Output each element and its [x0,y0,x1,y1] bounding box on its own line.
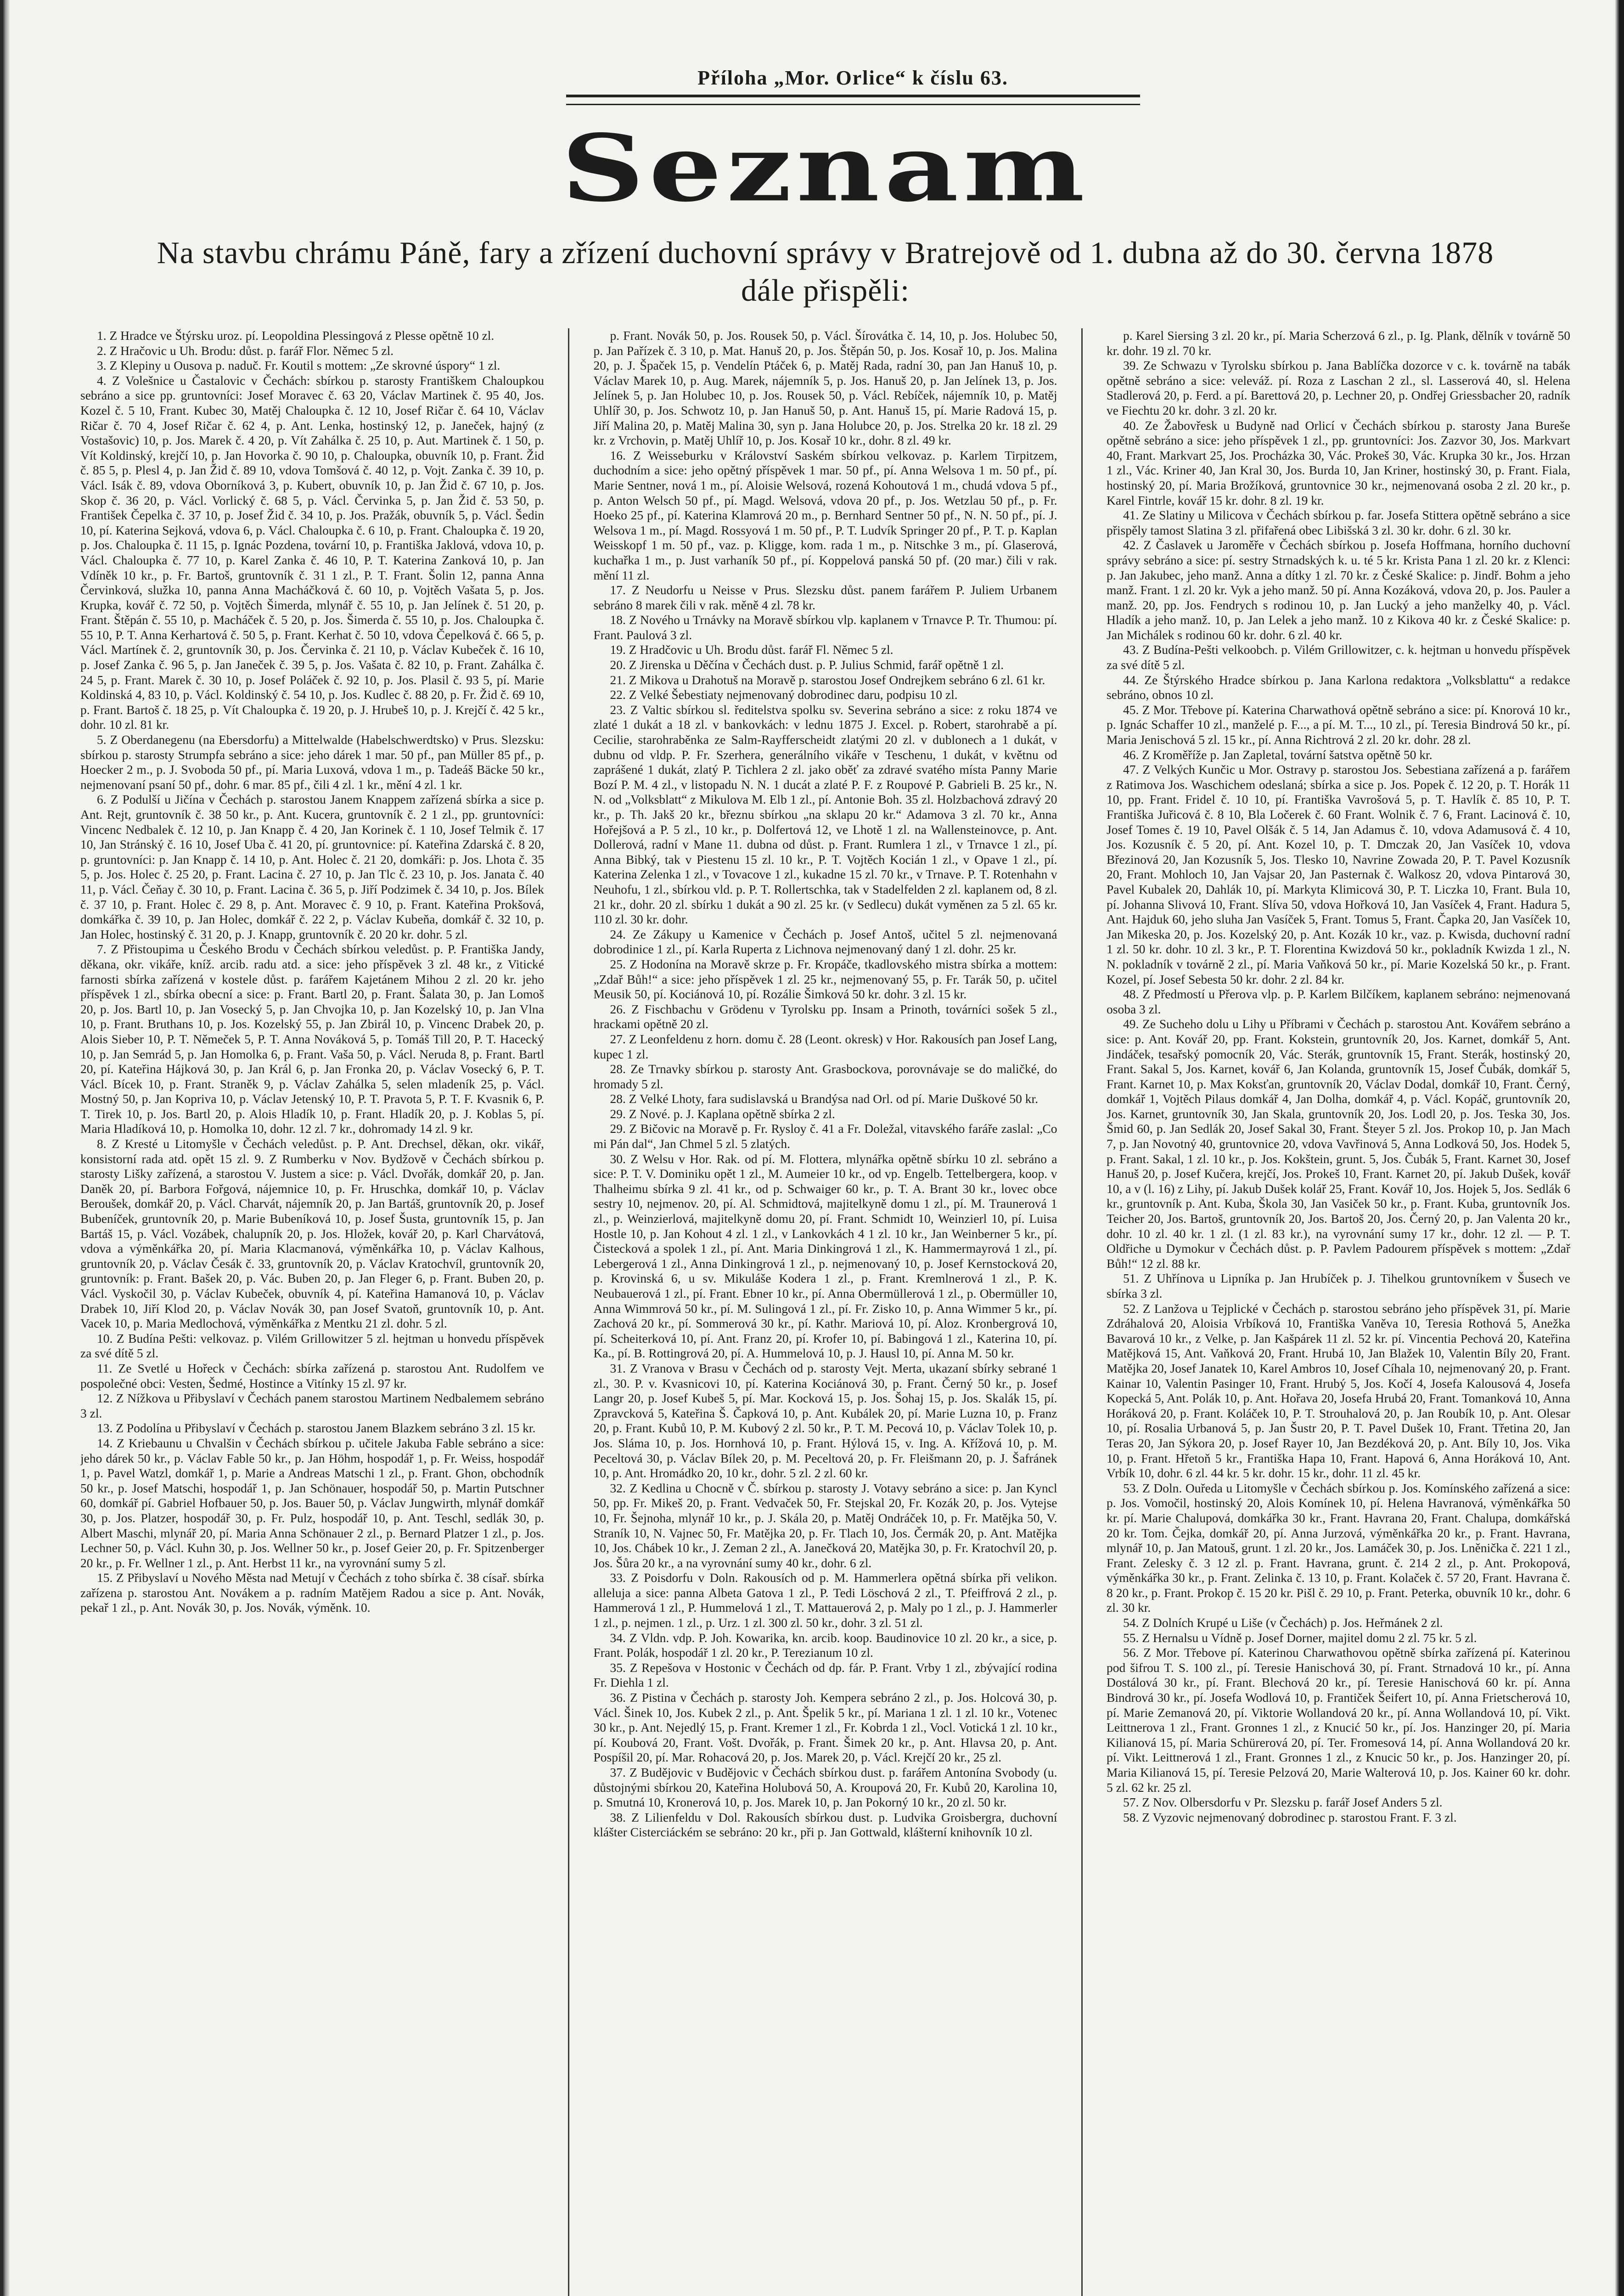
text-columns [80,328,1570,2296]
entry-paragraph: 52. Z Lanžova u Tejplické v Čechách p. starostou sebráno jeho příspěvek 31, pí. Marie Zdráhalová 20, Aloisia Vrbíková 10, Františka Vaněva 10, Teresia Rothová 5, Anežka Bavarová 10 kr., z Velke, p. Jan Kašpárek 11 zl. 52 kr. pí. Vincentia Pechová 20, Kateřina Matějková 15, Ant. Vaňková 20, Frant. Hrubá 10, Jan Blažek 10, Valentin Bíly 20, Frant. Matějka 20, Josef Janatek 10, Karel Ambros 10, Josef Cíhala 10, nejmenovaný 20, p. Frant. Kainar 10, Valentin Pasinger 10, Frant. Hrubý 5, Jos. Kočí 4, Josefa Kalousová 4, Josefa Kopecká 5, Ant. Polák 10, p. Ant. Hořava 20, Josefa Hrubá 20, Frant. Tomanková 10, Anna Horáková 20, p. Frant. Koláček 10, P. T. Strouhalová 20, p. Jan Roubík 10, p. Ant. Olesar 10, pí. Rosalia Urbanová 5, p. Jan Šustr 20, P. T. Pavel Dušek 10, Frant. Třetina 20, Jan Teras 20, Jan Sýkora 20, p. Josef Rayer 10, Jan Bezdéková 20, p. Ant. Bíly 10, Jos. Vika 10, p. Frant. Hřetoň 5 kr., Františka Hapa 10, Frant. Hapová 6, Anna Horáková 10, Ant. Vrbík 10, dohr. 6 zl. 44 kr. 5 kr. dohr. 15 kr., dohr. 11 zl. 45 kr. [1107,1301,1570,1480]
column-divider [1081,328,1083,2296]
column-1 [80,328,544,2296]
entry-paragraph: 1. Z Hradce ve Štýrsku uroz. pí. Leopoldina Plessingová z Plesse opětně 10 zl. [97,328,495,343]
entry-paragraph: 18. Z Nového u Trnávky na Moravě sbírkou vlp. kaplanem v Trnavce P. Tr. Thumou: pí. Frant. Paulová 3 zl. [593,613,1057,642]
entry-paragraph: 28. Z Velké Lhoty, fara sudislavská u Brandýsa nad Orl. od pí. Marie Duškové 50 kr. [610,1092,1039,1106]
entry-paragraph: 47. Z Velkých Kunčic u Mor. Ostravy p. starostou Jos. Sebestiana zařízená a p. farářem z Ratimova Jos. Waschichem odeslaná; sbírka a sice p. Jos. Popek č. 12 20, p. T. Horák 11 10, pp. Frant. Fridel č. 10 10, pí. Františka Vavrošová 5, p. T. Havlík č. 85 10, P. T. Františka Juřicová č. 8 10, Bla Ločerek č. 60 Frant. Wolnik č. 7 6, Frant. Lacinová č. 10, Josef Tomes č. 19 10, Pavel Olšák č. 5 14, Jan Adamus č. 10, vdova Adamusová č. 4 10, Jos. Kozusník č. 5 20, pí. Ant. Kozel 10, p. T. Dmczak 20, Jan Vasíček 10, vdova Březinová 20, Jan Kozusník 5, Jos. Tlesko 10, Navrine Zowada 20, P. T. Pavel Kozusník 20, Frant. Mohloch 10, Jan Vajsar 20, Jan Pasternak č. Walkosz 20, vdova Pintarová 30, Pavel Kubalek 20, Dahlák 10, pí. Markyta Klimicová 30, P. T. Liczka 10, Frant. Bula 10, pí. Johanna Slivová 10, Frant. Slíva 50, vdova Hořková 10, Jan Vasíček 4, Frant. Hadura 5, Ant. Hajduk 60, jeho sluha Jan Vasíček 5, Frant. Tomus 5, Frant. Čapka 20, Jan Vasíček 10, Jan Mikeska 20, p. Jos. Kozelský 20, p. Ant. Kozák 10 kr., vaz. p. Kwisda, duchovní radní 1 zl. 50 kr. dohr. 10 zl. 3 kr., P. T. Florentina Kwizdová 50 kr., pokladník Kwizda 1 zl., N. N. pokladník v továrně 2 zl., pí. Maria Vaňková 50 kr., pí. Marie Kozelská 50 kr., p. Frant. Kozel, pí. Josef Sebesta 50 kr. dohr. 2 zl. 84 kr. [1107,762,1570,986]
entry-paragraph: 22. Z Velké Šebestiaty nejmenovaný dobrodinec daru, podpisu 10 zl. [610,687,958,702]
entry-paragraph: 38. Z Lilienfeldu v Dol. Rakousích sbírkou dust. p. Ludvika Groisbergra, duchovní klášter Cisterciáckém se sebráno: 20 kr., při p. Jan Gottwald, klášterní knihovník 10 zl. [593,1810,1057,1840]
entry-paragraph: 33. Z Poisdorfu v Doln. Rakousích od p. M. Hammerlera opětná sbírka při velikon. alleluja a sice: panna Albeta Gatova 1 zl., P. Tedi Löschová 2 zl., T. Pfeiffrová 2 zl., p. Hammerová 1 zl., P. Hummelová 1 zl., T. Mattauerová 2, p. Maly po 1 zl., p. J. Hammerler 1 zl., p. nejmen. 1 zl., p. Urz. 1 zl. 300 zl. 50 kr., dohr. 3 zl. 51 zl. [593,1570,1057,1630]
entry-paragraph: 2. Z Hračovic u Uh. Brodu: důst. p. farář Flor. Němec 5 zl. [97,343,394,358]
entry-paragraph: 10. Z Budína Pešti: velkovaz. p. Vilém Grillowitzer 5 zl. hejtman u honvedu příspěvek za své dítě 5 zl. [80,1331,544,1361]
column-divider [568,328,569,2296]
entry-paragraph: 36. Z Pistina v Čechách p. starosty Joh. Kempera sebráno 2 zl., p. Jos. Holcová 30, p. Václ. Šinek 10, Jos. Kubek 2 zl., p. Ant. Špelik 5 kr., pí. Mariana 1 zl. 1 zl. 10 kr., Votenec 30 kr., p. Ant. Nejedlý 15, p. Frant. Kremer 1 zl., Fr. Kobrda 1 zl., Vocl. Votická 1 zl. 10 kr., pí. Koubová 20, Frant. Vošt. Dvořák, p. Frant. Šimek 20 kr., p. Ant. Hlavsa 20, p. Ant. Pospíšil 20, pí. Mar. Rohacová 20, p. Jos. Marek 20, p. Václ. Krejčí 20 kr., 25 zl. [593,1690,1057,1765]
entry-paragraph: 37. Z Budějovic v Budějovic v Čechách sbírkou dust. p. farářem Antonína Svobody (u. důstojnými sbírkou 20, Kateřina Holubová 50, A. Kroupová 20, Fr. Kubů 20, Karolina 10, p. Smutná 10, Kronerová 10, p. Jos. Marek 10, p. Jan Pokorný 10 kr., 20 zl. 50 kr. [593,1765,1057,1810]
entry-paragraph: 20. Z Jirenska u Děčína v Čechách dust. p. P. Julius Schmid, farář opětně 1 zl. [610,658,1004,672]
entry-paragraph: 42. Z Časlavek u Jaroměře v Čechách sbírkou p. Josefa Hoffmana, horního duchovní správy sebráno a sice: pí. sestry Strnadských k. u. té 5 kr. Krista Pana 1 zl. 20 kr. z Klenci: p. Jan Jakubec, jeho manž. Anna a dítky 1 zl. 70 kr. z České Skalice: p. Jindř. Bohm a jeho manž. Frant. 1 zl. 20 kr. Vyk a jeho manž. 50 pí. Anna Kozáková, vdova 20, p. Jos. Pauler a manž. 20, pp. Jos. Fendrych s rodinou 10, p. Jan Lucký a jeho manželky 40, p. Václ. Hladík a jeho manž. 10, p. Jan Lelek a jeho manž. 10 z Kikova 40 kr. z České Skalice: p. Jan Michálek s rodinou 60 kr. dohr. 6 zl. 40 kr. [1107,538,1570,642]
entry-paragraph: 29. Z Nové. p. J. Kaplana opětně sbírka 2 zl. [610,1106,835,1121]
header-rule [566,95,1140,105]
column-2 [594,328,1057,2296]
entry-paragraph: 30. Z Welsu v Hor. Rak. od pí. M. Flottera, mlynářka opětně sbírku 10 zl. sebráno a sice: P. T. V. Dominiku opět 1 zl., M. Aumeier 10 kr., od vp. Engelb. Tettelbergera, koop. v Thalheimu sbírka 9 zl. 41 kr., od p. Schwaiger 60 kr., p. T. A. Brant 30 kr., lovec obce sestry 10, nejmenov. 20, pí. Al. Schmidtová, majitelkyně domu 1 zl., pí. M. Traunerová 1 zl., p. Weinzierlová, majitelkyně domu 20, pí. Frant. Schmidt 10, Weinzierl 10, pí. Luisa Hostle 10, p. Jan Kohout 4 zl. 1 zl., v Lankovkách 4 1 zl. 10 kr., Jan Weinberner 5 kr., pí. Čistecková a spolek 1 zl., pí. Ant. Maria Dinkingrová 1 zl., K. Hammermayrová 1 zl., pí. Lebergerová 1 zl., Anna Dinkingrová 1 zl., p. nejmenovaný 10, p. Josef Kernstocková 20, p. Krovinská 6, u sv. Mikuláše Kodera 1 zl., p. Frant. Kremlnerová 1 zl., P. K. Neubauerová 1 zl., pí. Frant. Ebner 10 kr., pí. Anna Obermüllerová 1 zl., p. Obermüller 10, Anna Wimmrová 50 kr., pí. M. Sulingová 1 zl., pí. Fr. Zisko 10, p. Anna Wimmer 5 kr., pí. Zachová 20 kr., pí. Sommerová 30 kr., pí. Kathr. Mariová 10, pí. Aloz. Kronbergrová 10, pí. Scheiterková 10, pí. Ant. Franz 20, pí. Krofer 10, pí. Babingová 1 zl., Katerina 10, pí. Ka., pí. B. Rottingrová 20, pí. A. Hummelová 10, p. J. Hausl 10, pí. Anna M. 50 kr. [593,1151,1057,1361]
entry-paragraph: 16. Z Weisseburku v Království Saském sbírkou velkovaz. p. Karlem Tirpitzem, duchodním a sice: jeho opětný příspěvek 1 mar. 50 pf., pí. Anna Welsova 1 m. 50 pf., pí. Marie Sentner, nová 1 m., pí. Aloisie Welsová, rozená Kohoutová 1 m., chudá vdova 5 pf., p. Anton Welsch 50 pf., pí. Magd. Welsová, vdova 20 pf., p. Jos. Wetzlau 50 pf., p. Fr. Hoeko 25 pf., pí. Katerina Klamrová 20 m., p. Bernhard Sentner 50 pf., N. N. 50 pf., pí. J. Welsova 1 m., pí. Magd. Rossyová 1 m. 50 pf., P. T. Ludvík Springer 20 pf., P. T. p. Kaplan Weisskopf 1 m. 50 pf., vaz. p. Kligge, kom. rada 1 m., p. Nitschke 3 m., pí. Glaserová, kuchařka 1 m., p. Just varhaník 50 pf., pí. Koppelová panská 50 pf. (20 mar.) čili v rak. mění 11 zl. [593,448,1057,582]
entry-paragraph: 5. Z Oberdanegenu (na Ebersdorfu) a Mittelwalde (Habelschwerdtsko) v Prus. Slezsku: sbírkou p. starosty Strumpfa sebráno a sice: jeho dárek 1 mar. 50 pf., pan Müller 85 pf., p. Hoecker 2 m., p. J. Svoboda 50 pf., pí. Maria Luxová, vdova 1 m., p. Tadeáš Bäcke 50 kr., nejmenovaní psaní 50 pf., dohr. 6 mar. 85 pf., čili 4 zl. 1 kr., mění 4 zl. 1 kr. [80,732,544,792]
entry-paragraph: 32. Z Kedlina u Chocně v Č. sbírkou p. starosty J. Votavy sebráno a sice: p. Jan Kyncl 50, pp. Fr. Mikeš 20, p. Frant. Vedvaček 50, Fr. Stejskal 20, Fr. Kozák 20, p. Jos. Vytejse 10, Fr. Šejnoha, mlynář 10 kr., p. J. Skála 20, p. Matěj Ondráček 10, p. Fr. Matějka 50, V. Straník 10, N. Vajnec 50, Fr. Matějka 20, p. Fr. Tlach 10, Jos. Čermák 20, p. Ant. Matějka 10, Jos. Chábek 10 kr., J. Zeman 2 zl., A. Janečková 20, Matějka 30, p. Fr. Kratochvíl 20, p. Jos. Šůra 20 kr., a na vyrovnání sumy 40 kr., dohr. 6 zl. [593,1480,1057,1570]
entry-paragraph: 29. Z Bičovic na Moravě p. Fr. Rysloy č. 41 a Fr. Doležal, vitavského faráře zaslal: „Co mi Pán dal“, Jan Chmel 5 zl. 5 zlatých. [593,1121,1057,1151]
entry-paragraph: 35. Z Repešova v Hostonic v Čechách od dp. fár. P. Frant. Vrby 1 zl., zbývající rodina Fr. Diehla 1 zl. [593,1660,1057,1690]
subtitle-line-1: Na stavbu chrámu Páně, fary a zřízení duchovní správy v Bratrejově od 1. dubna až do 30. června 1878 [157,235,1494,270]
entry-paragraph: 34. Z Vldn. vdp. P. Joh. Kowarika, kn. arcib. koop. Baudinovice 10 zl. 20 kr., a sice, p. Frant. Polák, hospodář 1 zl. 20 kr., P. Terezianum 10 zl. [593,1630,1057,1660]
entry-paragraph: 57. Z Nov. Olbersdorfu v Pr. Slezsku p. farář Josef Anders 5 zl. [1123,1795,1443,1810]
entry-paragraph: 13. Z Podolína u Přibyslaví v Čechách p. starostou Janem Blazkem sebráno 3 zl. 15 kr. [97,1421,536,1435]
entry-paragraph: 51. Z Uhřínova u Lipníka p. Jan Hrubíček p. J. Tihelkou gruntovníkem v Šusech ve sbírka 3 zl. [1107,1271,1570,1300]
page-right-edge [1615,0,1624,2296]
page-title: Seznam [561,114,1090,222]
entry-paragraph: 12. Z Nížkova u Přibyslaví v Čechách panem starostou Martinem Nedbalemem sebráno 3 zl. [80,1391,544,1420]
entry-paragraph: 44. Ze Štýrského Hradce sbírkou p. Jana Karlona redaktora „Volksblattu“ a redakce sebráno, obnos 10 zl. [1107,672,1570,702]
entry-paragraph: 46. Z Kroměříže p. Jan Zapletal, tovární šatstva opětně 50 kr. [1123,747,1433,762]
entry-paragraph: 53. Z Doln. Ouředa u Litomyšle v Čechách sbírkou p. Jos. Komínského zařízená a sice: p. Jos. Vomočil, hostinský 20, Alois Komínek 10, pí. Helena Havranová, výměnkářka 50 kr. pí. Marie Chalupová, domkářka 30 kr., Frant. Havrana 20, Frant. Chalupa, domkářská 20 kr. Tom. Čejka, domkář 20, pí. Anna Jurzová, výměnkářka 20 kr., p. Frant. Havrana, mlynář 10, p. Jan Matouš, grunt. 1 zl. 20 kr., Jos. Lamáček 30, p. Jos. Lněnička č. 221 1 zl., Frant. Zelesky č. 3 12 zl. p. Frant. Havrana, grunt. č. 214 2 zl., p. Ant. Prokopová, výměnkářka 30 kr., p. Frant. Zelinka č. 13 10, p. Frant. Kolaček č. 57 20, Frant. Havrana č. 8 20 kr., p. Frant. Prokop č. 15 20 kr. Pišl č. 29 10, p. Frant. Peterka, obuvník 10 kr., dohr. 6 zl. 30 kr. [1107,1480,1570,1615]
entry-paragraph: 24. Ze Zákupy u Kamenice v Čechách p. Josef Antoš, učitel 5 zl. nejmenovaná dobrodinice 1 zl., pí. Karla Ruperta z Lichnova nejmenovaný daný 1 zl. dohr. 25 kr. [593,927,1057,957]
entry-paragraph: 14. Z Kriebaunu u Chvalšin v Čechách sbírkou p. učitele Jakuba Fable sebráno a sice: jeho dárek 50 kr., p. Václav Fable 50 kr., p. Jan Höhm, hospodář 1, p. Fr. Weiss, hospodář 1, p. Pavel Watzl, domkář 1, p. Marie a Andreas Matschi 1 zl., p. Frant. Ghon, obchodník 50 kr., p. Josef Matschi, hospodář 1, p. Jan Schönauer, hospodář 50, p. Martin Putschner 60, domkář pí. Gabriel Hofbauer 50, p. Jos. Bauer 50, p. Václav Jungwirth, mlynář domkář 30, p. Jos. Platzer, hospodář 30, p. Fr. Pulz, hospodář 10, p. Ant. Teschl, sedlák 30, p. Albert Maschi, mlynář 20, pí. Maria Anna Schönauer 2 zl., p. Bernard Platzer 1 zl., p. Jos. Lechner 50, p. Václ. Kuhn 30, p. Jos. Wellner 50 kr., p. Josef Geier 20, p. Fr. Spitzenberger 20 kr., p. Fr. Wellner 1 zl., p. Ant. Herbst 11 kr., na vyrovnání sumy 5 zl. [80,1435,544,1570]
entry-paragraph: 48. Z Předmostí u Přerova vlp. p. P. Karlem Bilčíkem, kaplanem sebráno: nejmenovaná osoba 3 zl. [1107,987,1570,1016]
newspaper-page [80,64,1570,2296]
entry-paragraph: 58. Z Vyzovic nejmenovaný dobrodinec p. starostou Frant. F. 3 zl. [1123,1810,1457,1824]
entry-paragraph: p. Karel Siersing 3 zl. 20 kr., pí. Maria Scherzová 6 zl., p. Ig. Plank, dělník v továrně 50 kr. dohr. 19 zl. 70 kr. [1107,328,1570,358]
entry-paragraph: 55. Z Hernalsu u Vídně p. Josef Dorner, majitel domu 2 zl. 75 kr. 5 zl. [1123,1630,1477,1645]
entry-paragraph: 15. Z Přibyslaví u Nového Města nad Metují v Čechách z toho sbírka č. 38 císař. sbírka zařízena p. starostou Ant. Novákem a p. radním Matějem Radou a sice p. Ant. Novák, pekař 1 zl., p. Ant. Novák 30, p. Jos. Novák, výměnk. 10. [80,1570,544,1615]
entry-paragraph: 23. Z Valtic sbírkou sl. ředitelstva spolku sv. Severina sebráno a sice: z roku 1874 ve zlaté 1 dukát a 18 zl. v bankovkách: v lednu 1875 J. Excel. p. Robert, starohrabě a pí. Cecilie, starohraběnka ze Salm-Rayfferscheidt zlatými 20 zl. v dublonech a 1 dukát, v dubnu od vldp. P. Fr. Szerhera, generálního vikáře v Teschenu, 1 dukát, v květnu od zaprášené 1 dukát, zlatý P. Tichlera 2 zl. jako oběť za zdravé svatého místa Panny Marie Bozí P. M. 4 zl., v listopadu N. N. 1 ducát a zlaté P. F. z Roupové P. Gabrieli B. 25 kr., N. N. od „Volksblatt“ z Mikulova M. Elb 1 zl., pí. Antonie Boh. 35 zl. Holzbachová zdravý 20 kr., p. Th. Jakš 20 kr., březnu sbírkou „na sklapu 20 kr.“ Adamova 3 zl. 70 kr., Anna Hořejšová a P. 5 zl., 10 kr., p. Dolfertová 12, ve Lhotě 1 zl. na Wallensteinovce, p. Ant. Dollerová, radní v Mane 11. dubna od důst. p. Frant. Rumlera 1 zl., v Trnavce 1 zl., pí. Anna Bibký, tak v Piestenu 15 zl. 10 kr., P. T. Vojtěch Kocián 1 zl., v Opave 1 zl., pí. Katerina Zelenka 1 zl., v Tovacove 1 zl., kukadne 15 zl. 70 kr., v Trnave. P. T. Rotenhahn v Neuhofu, 1 zl., sbírkou vld. p. P. T. Rollertschka, tak v Stadelfelden 2 zl. kaplanem od, 8 zl. 21 kr., dohr. 20 zl. sbírku 1 dukát a 90 zl. 25 kr. (v Sedlecu) dukát vyměnen za 5 zl. 65 kr. 110 zl. 30 kr. dohr. [593,702,1057,927]
entry-paragraph: 26. Z Fischbachu v Grödenu v Tyrolsku pp. Insam a Prinoth, továrníci sošek 5 zl., hrackami opětně 20 zl. [593,1002,1057,1031]
entry-paragraph: 39. Ze Schwazu v Tyrolsku sbírkou p. Jana Bablíčka dozorce v c. k. továrně na tabák opětně sebráno a sice: veleváž. pí. Roza z Laschan 2 zl., sl. Lasserová 40, sl. Helena Stadlerová 20, p. Ferd. a pí. Barettová 20, p. Lechner 20, p. Ondřej Griessbacher 20, radník ve Fiechtu 20 kr. dohr. 3 zl. 20 kr. [1107,358,1570,417]
entry-paragraph: p. Frant. Novák 50, p. Jos. Rousek 50, p. Václ. Šírovátka č. 14, 10, p. Jos. Holubec 50, p. Jan Pařízek č. 3 10, p. Mat. Hanuš 20, p. Jos. Štěpán 50, p. Jos. Kosař 10, p. Jos. Malina 20, p. J. Špaček 15, p. Vendelín Ptáček 6, p. Matěj Rada, radní 30, pan Jan Hanuš 10, p. Václav Marek 10, p. Aug. Marek, nájemník 5, p. Jos. Hanuš 20, p. Jan Jelínek 13, p. Jos. Jelínek 5, p. Jan Holubec 10, p. Jos. Rousek 50, p. Václ. Rebíček, nájemník 10, p. Matěj Uhlíř 30, p. Jos. Schwotz 10, p. Jan Hanuš 50, p. Ant. Hanuš 15, pí. Marie Radová 15, p. Jiří Malina 20, p. Matěj Malina 30, syn p. Jana Holubce 20, p. Jos. Strelka 20 kr. 18 zl. 29 kr. z Vrchovin, p. Matěj Uhlíř 10, p. Jos. Kosař 10 kr., dohr. 8 zl. 49 kr. [593,328,1057,448]
entry-paragraph: 31. Z Vranova v Brasu v Čechách od p. starosty Vejt. Merta, ukazaní sbírky sebrané 1 zl., 30. P. v. Kvasnicovi 10, pí. Katerina Kociánová 30, p. Frant. Černý 50 kr., p. Josef Langr 20, p. Josef Kubeš 5, pí. Mar. Kocková 15, p. Jos. Šohaj 15, p. Jos. Skalák 15, pí. Zpravcková 5, Kateřina Š. Čapková 10, p. Ant. Kubálek 20, pí. Marie Luzna 10, p. Franz 20, p. Frant. Kubů 10, P. M. Kubový 2 zl. 50 kr., P. T. M. Pecová 10, p. Václav Tolek 10, p. Jos. Sláma 10, p. Jos. Hornhová 10, p. Frant. Hýlová 15, v. Ing. A. Křížová 10, p. M. Peceltová 30, p. Václav Bílek 20, p. M. Peceltová 20, p. Fr. Fleišmann 20, p. J. Šafránek 10, p. Ant. Hromádko 20, 10 kr., dohr. 5 zl. 2 zl. 60 kr. [593,1361,1057,1480]
entry-paragraph: 45. Z Mor. Třebove pí. Katerina Charwathová opětně sebráno a sice: pí. Knorová 10 kr., p. Ignác Schaffer 10 zl., manželé p. F..., a pí. M. T..., 10 zl., pí. Teresia Bindrová 50 kr., pí. Maria Jenischová 5 zl. 15 kr., pí. Anna Richtrová 2 zl. 20 kr. dohr. 28 zl. [1107,702,1570,747]
entry-paragraph: 41. Ze Slatiny u Milicova v Čechách sbírkou p. far. Josefa Stittera opětně sebráno a sice přispěly tamost Slatina 3 zl. přifařená obec Libišská 3 zl. 30 kr. dohr. 6 zl. 30 kr. [1107,508,1570,537]
entry-paragraph: 40. Ze Žabovřesk u Budyně nad Orlicí v Čechách sbírkou p. starosty Jana Bureše opětně sebráno a sice: jeho příspěvek 1 zl., pp. gruntovníci: Jos. Zazvor 30, Jos. Markvart 40, Frant. Markvart 25, Jos. Procházka 30, Vác. Prokeš 30, Vác. Krupka 30 kr., Jos. Hrzan 1 zl., Vác. Kriner 40, Jan Kral 30, Jos. Burda 10, Jan Kriner, hostinský 30, p. Frant. Fiala, hostinský 20, pí. Maria Brožíková, gruntovnice 30 kr., nejmenovaná osoba 2 zl. 20 kr., p. Karel Fintrle, kovář 15 kr. dohr. 8 zl. 19 kr. [1107,418,1570,507]
entry-paragraph: 7. Z Přistoupima u Českého Brodu v Čechách sbírkou veledůst. p. P. Františka Jandy, děkana, okr. vikáře, kníž. arcib. radu atd. a sice: jeho příspěvek 3 zl. 48 kr., z Vitické farnosti sbírka zařízená v kostele důst. p. farářem Kajetánem Mihou 2 zl. 20 kr. jeho příspěvek 1 zl., sbírka obecní a sice: p. Frant. Bartl 20, p. Frant. Šalata 30, p. Jan Lomoš 20, p. Jos. Bartl 10, p. Jan Vosecký 5, p. Jan Chvojka 10, p. Jan Kozelský 10, p. Jan Vlna 10, p. Frant. Bruthans 10, p. Jos. Kozelský 55, p. Jan Zbirál 10, p. Vincenc Drabek 20, p. Alois Sieber 10, P. T. Němeček 5, P. T. Anna Nováková 5, p. Tomáš Till 20, P. T. Hacecký 10, p. Jan Semrád 5, p. Jan Homolka 6, p. Frant. Vaša 50, p. Václ. Neruda 8, p. Frant. Bartl 20, pí. Kateřina Hájková 30, p. Jan Král 6, p. Jan Fronka 20, p. Václav Vosecký 6, P. T. Václ. Bícek 10, p. Frant. Straněk 9, p. Václav Zahálka 5, selen mladeník 25, p. Václ. Mostný 50, p. Jan Kopriva 10, p. Václav Jetenský 10, P. T. Pravota 5, P. T. F. Kvasnik 6, P. T. Tirek 10, p. Jos. Bartl 20, p. Alois Hladík 10, p. Frant. Hladík 20, p. J. Koblas 5, pí. Maria Hladíková 10, p. Homolka 10, dohr. 12 zl. 7 kr., dohromady 14 zl. 9 kr. [80,942,544,1136]
column-3 [1107,328,1570,2296]
entry-paragraph: 25. Z Hodonína na Moravě skrze p. Fr. Kropáče, tkadlovského mistra sbírka a mottem: „Zdař Bůh!“ a sice: jeho příspěvek 1 zl. 25 kr., nejmenovaný 55, p. Fr. Tarák 50, p. učitel Meusik 50, pí. Kociánová 10, pí. Rozálie Šimková 50 kr. dohr. 3 zl. 15 kr. [593,957,1057,1002]
page-left-edge [0,0,10,2296]
entry-paragraph: 17. Z Neudorfu u Neisse v Prus. Slezsku důst. panem farářem P. Juliem Urbanem sebráno 8 marek čili v rak. měně 4 zl. 78 kr. [593,583,1057,612]
entry-paragraph: 28. Ze Trnavky sbírkou p. starosty Ant. Grasbockova, porovnávaje se do maličké, do hromady 5 zl. [593,1062,1057,1091]
entry-paragraph: 56. Z Mor. Třebove pí. Katerinou Charwathovou opětně sbírka zařízená pí. Katerinou pod šifrou T. S. 100 zl., pí. Teresie Hanischová 30, pí. Frant. Strnadová 10 kr., pí. Anna Dostálová 30 kr., pí. Frant. Blechová 20 kr., pí. Teresie Hanischová 60 kr. pí. Anna Bindrová 30 kr., pí. Josefa Wodlová 10, p. Frantiček Šeifert 10, pí. Anna Frietscherová 10, pí. Marie Zemanová 20, pí. Viktorie Wollandová 20 kr., pí. Anna Wollandová 10, pí. Vikt. Leittnerova 1 zl., Frant. Gronnes 1 zl., z Knucić 50 kr., pí. Jos. Hanzinger 20, pí. Maria Kilianová 15, pí. Maria Schürerová 20, pí. Ter. Fromesová 14, pí. Anna Wollandová 20 kr. pí. Vikt. Leittnerová 1 zl., Frant. Gronnes 1 zl., z Knucic 50 kr., p. Jos. Hanzinger 20, pí. Maria Kilianová 15, pí. Teresie Pelzová 20, Marie Walterová 10, p. Jos. Kainer 60 kr. dohr. 5 zl. 62 kr. 25 zl. [1107,1645,1570,1795]
entry-paragraph: 43. Z Budína-Pešti velkoobch. p. Vilém Grillowitzer, c. k. hejtman u honvedu příspěvek za své dítě 5 zl. [1107,642,1570,672]
entry-paragraph: 3. Z Klepiny u Ousova p. naduč. Fr. Koutil s mottem: „Ze skrovné úspory“ 1 zl. [97,358,500,373]
supplement-header: Příloha „Mor. Orlice“ k číslu 63. [697,67,1008,89]
entry-paragraph: 4. Z Volešnice u Častalovic v Čechách: sbírkou p. starosty Františkem Chaloupkou sebráno a sice pp. gruntovníci: Josef Moravec č. 63 20, Václav Martinek č. 95 40, Jos. Kozel č. 5 10, Frant. Kubec 30, Matěj Chaloupka č. 12 10, Josef Ričar č. 64 10, Václav Ričar č. 70 4, Josef Ričar č. 62 4, p. Ant. Lenka, hostinský 12, p. Janeček, hajný (z Vostašovic) 10, p. Jos. Marek č. 4 20, p. Vít Zahálka č. 25 10, p. Aut. Martinek č. 1 50, p. Vít Koldinský, krejčí 10, p. Jan Hovorka č. 90 10, p. Chaloupka, obuvník 10, p. Frant. Žid č. 85 5, p. Plesl 4, p. Jan Žid č. 89 10, vdova Tomšová č. 40 12, p. Vojt. Zanka č. 39 10, p. Václ. Isák č. 89, vdova Oborníková 3, p. Kubert, obuvník 10, p. Jan Žid č. 67 10, p. Jos. Skop č. 36 20, p. Václ. Vorlický č. 68 5, p. Václ. Červinka 5, p. Jan Žid č. 53 50, p. František Čepelka č. 37 10, p. Josef Žid č. 34 10, p. Jos. Pražák, obuvník 5, p. Václ. Šedin 10, pí. Katerina Sejková, vdova 6, p. Václ. Chaloupka č. 6 10, p. Frant. Chaloupka č. 19 20, p. Jos. Chaloupka č. 11 15, p. Ignác Pozdena, tovární 10, p. Františka Jaklová, vdova 10, p. Václ. Chaloupka č. 77 10, p. Karel Zanka č. 46 10, P. T. Katerina Zanková 10, p. Jan Vdíněk 10 kr., p. Fr. Bartoš, gruntovník č. 31 1 zl., P. T. Frant. Šolin 12, panna Anna Červinková, služka 10, panna Anna Macháčková č. 60 10, p. Vojtěch Vašata 5, p. Jos. Krupka, kovář č. 72 50, p. Vojtěch Šimerda, mlynář č. 55 10, p. Jan Jelínek č. 51 20, p. Frant. Štěpán č. 55 10, p. Macháček č. 5 20, p. Jos. Šimerda č. 55 10, p. Jos. Chaloupka č. 55 10, P. T. Anna Kerhartová č. 50 5, p. Frant. Kerhat č. 50 10, vdova Čepelková č. 66 5, p. Václ. Martínek č. 2, gruntovník 30, p. Jos. Červinka č. 21 10, p. Václav Kubeček č. 16 10, p. Josef Zanka č. 96 5, p. Jan Janeček č. 39 5, p. Jos. Vašata č. 82 10, p. Frant. Zahálka č. 24 5, p. Frant. Marek č. 30 10, p. Josef Poláček č. 92 10, p. Jos. Plasil č. 93 5, pí. Marie Koldinská 4, 83 10, p. Václ. Koldinský č. 54 10, p. Jos. Kudlec č. 88 20, p. Fr. Žid č. 69 10, p. Frant. Bartoš č. 18 25, p. Vít Chaloupka č. 19 20, p. J. Hrubeš 10, p. J. Krejčí č. 42 5 kr., dohr. 10 zl. 81 kr. [80,373,544,732]
entry-paragraph: 11. Ze Svetlé u Hořeck v Čechách: sbírka zařízená p. starostou Ant. Rudolfem ve pospolečné obci: Vesten, Šedmé, Hostince a Vitínky 15 zl. 97 kr. [80,1361,544,1390]
entry-paragraph: 21. Z Mikova u Drahotuš na Moravě p. starostou Josef Ondrejkem sebráno 6 zl. 61 kr. [610,672,1045,687]
entry-paragraph: 54. Z Dolních Krupé u Liše (v Čechách) p. Jos. Heřmánek 2 zl. [1123,1615,1443,1630]
entry-paragraph: 27. Z Leonfeldenu z horn. domu č. 28 (Leont. okresk) v Hor. Rakousích pan Josef Lang, kupec 1 zl. [593,1031,1057,1061]
entry-paragraph: 49. Ze Sucheho dolu u Lihy u Příbrami v Čechách p. starostou Ant. Kovářem sebráno a sice: p. Ant. Kovář 20, pp. Frant. Kokstein, gruntovník 20, Jos. Karnet, domkář 5, Ant. Jindáček, tesařský pomocník 20, Vác. Sterák, gruntovník 15, Frant. Sterák, hostinský 20, Frant. Sakal 5, Jos. Karnet, kovář 6, Jan Kolanda, gruntovník 15, Josef Čubák, domkář 5, Frant. Karnet 10, p. Max Koksťan, gruntovník 20, Václav Dodal, domkář 10, Frant. Černý, domkář 1, Vojtěch Pilaus domkář 4, Jan Dolha, domkář 4, p. Václ. Kopáč, gruntovník 20, Jos. Karnet, gruntovník 30, Jan Skala, gruntovník 20, Jos. Lodl 20, p. Jos. Teska 30, Jos. Šmid 60, p. Jan Sedlák 20, Josef Sakal 30, Frant. Šteyer 5 zl. Jos. Prokop 10, p. Jan Mach 7, p. Jan Novotný 40, gruntovnice 20, vdova Vavřinová 5, Anna Lodková 50, Jos. Hodek 5, p. Frant. Sakal, 1 zl. 10 kr., p. Jos. Kokštein, grunt. 5, Jos. Čubák 5, Frant. Karnet 30, Josef Hanuš 20, p. Josef Kučera, krejčí, Jos. Prokeš 10, Frant. Karnet 20, pí. Jakub Dušek, kovář 10, a v (l. 16) z Lihy, pí. Jakub Dušek kolář 25, Frant. Kovář 10, Jos. Hojek 5, Jos. Sedlák 6 kr., gruntovník p. Ant. Kuba, Škola 30, Jan Vasiček 50 kr., p. Frant. Kuba, gruntovník Jos. Teicher 20, Jos. Bartoš, gruntovník 20, Jos. Bartoš 20, Jos. Černý 20, p. Jan Valenta 20 kr., dohr. 10 zl. 40 kr. 1 zl. (1 zl. 83 kr.), na vyrovnání sumy 17 kr., dohr. 12 zl. — P. T. Oldřiche u Dymokur v Čechách důst. p. P. Pavlem Padourem příspěvek s mottem: „Zdař Bůh!“ 12 zl. 88 kr. [1107,1017,1570,1271]
entry-paragraph: 8. Z Kresté u Litomyšle v Čechách veledůst. p. P. Ant. Drechsel, děkan, okr. vikář, konsistorní rada atd. opět 15 zl. 9. Z Rumberku v Nov. Bydžově v Čechách sbírkou p. starosty Lišky zařízená, a starostou V. Justem a sice: p. Václ. Dvořák, domkář 20, p. Jan. Daněk 20, pí. Barbora Fořgová, nájemnice 10, p. Fr. Hruschka, domkář 10, p. Václav Beroušek, domkář 20, p. Václ. Charvát, nájemník 20, p. Jan Bartáš, gruntovník 20, p. Josef Bubeníček, gruntovník 20, p. Marie Bubeníková 10, p. Josef Šusta, gruntovník 15, p. Jan Bartáš 15, p. Václ. Vozábek, chalupník 20, p. Jos. Hložek, kovář 20, p. Karl Charvátová, vdova a výměnkářka 20, pí. Maria Klacmanová, výměnkářka 10, p. Václav Kalhous, gruntovník 20, p. Václav Česák č. 33, gruntovník 20, p. Václav Kratochvíl, gruntovník 20, gruntovník: p. Frant. Bašek 20, p. Vác. Buben 20, p. Jan Fleger 6, p. Frant. Buben 20, p. Václ. Vyskočil 30, p. Václav Kubeček, obuvník 4, pí. Kateřina Hamanová 10, p. Václav Drabek 10, Jiří Klod 20, p. Václav Novák 30, pan Josef Svatoň, gruntovník 10, p. Ant. Vacek 10, p. Maria Medlochová, výměnkářka z Mentku 21 zl. dohr. 5 zl. [80,1137,544,1331]
entry-paragraph: 19. Z Hradčovic u Uh. Brodu důst. farář Fl. Němec 5 zl. [610,642,893,657]
entry-paragraph: 6. Z Podulší u Jičína v Čechách p. starostou Janem Knappem zařízená sbírka a sice p. Ant. Rejt, gruntovník č. 38 50 kr., p. Ant. Kucera, gruntovník č. 2 1 zl., pp. gruntovníci: Vincenc Nedbalek č. 12 10, p. Jan Knapp č. 4 20, Jan Korinek č. 1 10, Josef Telmik č. 17 10, Jan Stránský č. 16 10, Josef Uba č. 41 20, pí. gruntovnice: pí. Kateřina Zdarská č. 8 20, p. gruntovníci: p. Jan Knapp č. 14 10, p. Ant. Holec č. 21 20, domkáři: p. Jos. Lhota č. 35 5, p. Jos. Holec č. 25 20, p. Frant. Lacina č. 27 10, p. Jan Tlc č. 23 10, p. Jos. Janata č. 40 11, p. Václ. Čeňay č. 30 10, p. Frant. Lacina č. 36 5, p. Jiří Podzimek č. 34 10, p. Jos. Bílek č. 37 10, p. Frant. Holec č. 29 8, p. Ant. Moravec č. 9 10, p. Frant. Kateřina Prokšová, domkářka č. 39 10, p. Jan Holec, domkář č. 22 2, p. Václav Kubeňa, domkář č. 32 10, p. Jan Holec, hostinský č. 31 20, p. J. Knapp, gruntovník č. 20 20 kr. dohr. 5 zl. [80,792,544,941]
subtitle-line-2: dále přispěli: [741,273,910,308]
